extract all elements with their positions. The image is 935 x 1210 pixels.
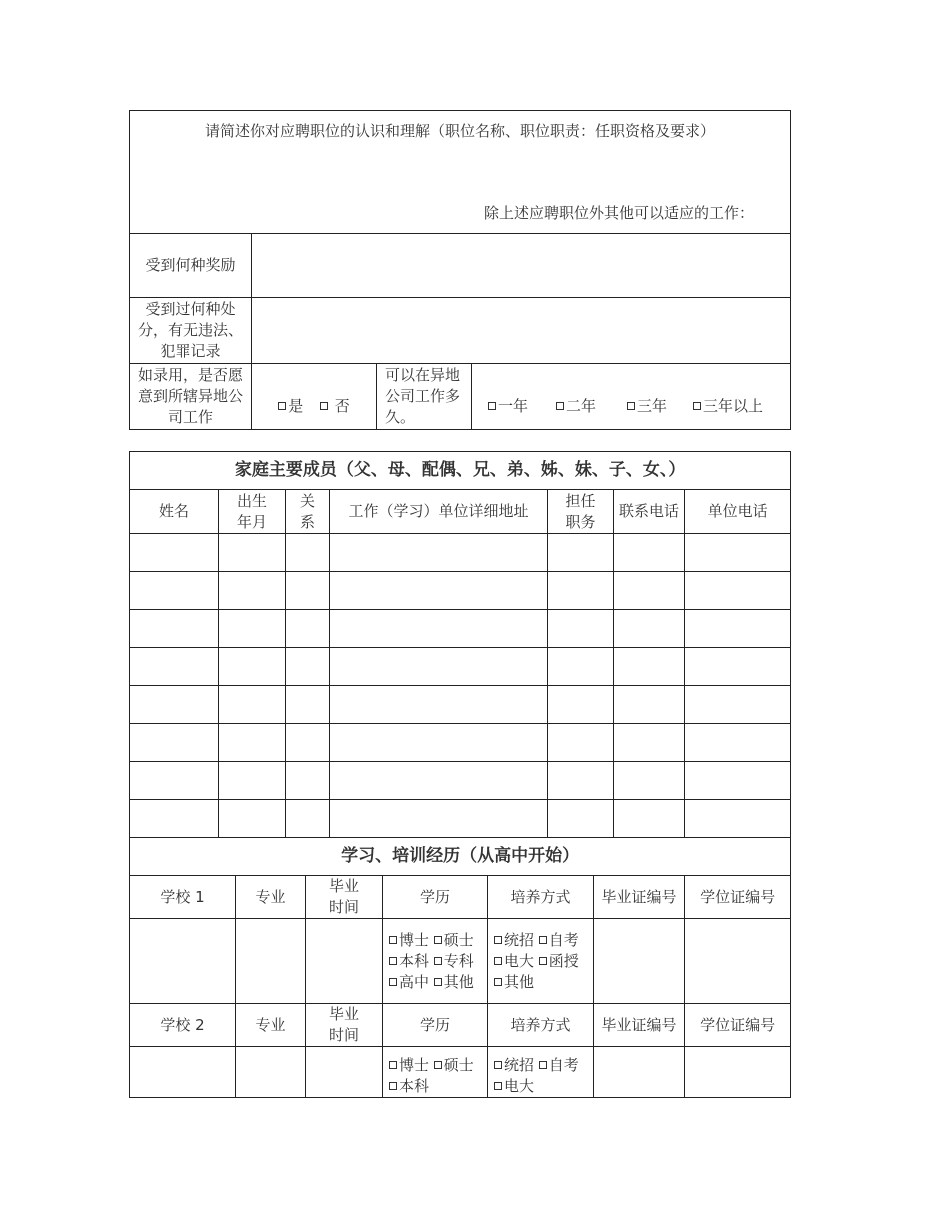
family-cell[interactable] [685, 800, 791, 838]
relocate-label: 如录用，是否愿意到所辖异地公司工作 [130, 364, 252, 430]
family-cell[interactable] [130, 686, 219, 724]
family-cell[interactable] [548, 610, 614, 648]
education-title: 学习、培训经历（从高中开始） [130, 838, 791, 876]
family-row [130, 800, 791, 838]
family-cell[interactable] [219, 800, 286, 838]
edu-header-training: 培养方式 [488, 1004, 594, 1047]
family-cell[interactable] [219, 686, 286, 724]
degree-options [383, 919, 488, 1004]
degree-option[interactable]: 其他 [434, 973, 474, 991]
family-cell[interactable] [286, 724, 330, 762]
family-cell[interactable] [685, 686, 791, 724]
family-cell[interactable] [548, 762, 614, 800]
edu-cell[interactable] [594, 1047, 685, 1098]
checkbox-icon [494, 978, 502, 986]
family-cell[interactable] [130, 572, 219, 610]
checkbox-icon [434, 936, 442, 944]
edu-header-major: 专业 [236, 876, 306, 919]
training-option[interactable]: 自考 [539, 1056, 579, 1074]
family-cell[interactable] [685, 762, 791, 800]
family-cell[interactable] [330, 534, 548, 572]
family-cell[interactable] [614, 800, 685, 838]
discipline-field[interactable] [252, 298, 791, 364]
checkbox-icon [389, 1061, 397, 1069]
training-option[interactable]: 电大 [494, 952, 534, 970]
family-row [130, 686, 791, 724]
family-header-work-phone: 单位电话 [685, 490, 791, 534]
relocate-options [252, 364, 377, 430]
training-option[interactable]: 自考 [539, 931, 579, 949]
checkbox-icon [627, 402, 635, 410]
checkbox-icon [389, 936, 397, 944]
checkbox-icon [494, 1082, 502, 1090]
edu-cell[interactable] [594, 919, 685, 1004]
training-option[interactable]: 统招 [494, 1056, 534, 1074]
family-cell[interactable] [548, 724, 614, 762]
duration-label: 可以在异地公司工作多久。 [377, 364, 472, 430]
degree-options [383, 1047, 488, 1098]
degree-option[interactable]: 专科 [434, 952, 474, 970]
checkbox-icon [320, 402, 328, 410]
family-title: 家庭主要成员（父、母、配偶、兄、弟、姊、妹、子、女、） [130, 452, 791, 490]
edu-cell[interactable] [236, 919, 306, 1004]
family-cell[interactable] [219, 534, 286, 572]
degree-option[interactable]: 本科 [389, 952, 429, 970]
checkbox-icon [539, 1061, 547, 1069]
duration-option[interactable]: 三年以上 [693, 396, 763, 417]
family-row [130, 572, 791, 610]
checkbox-icon [278, 402, 286, 410]
family-cell[interactable] [548, 572, 614, 610]
degree-option[interactable]: 博士 [389, 931, 429, 949]
family-cell[interactable] [330, 610, 548, 648]
family-cell[interactable] [286, 686, 330, 724]
self-assessment-table [129, 110, 791, 430]
edu-header-school: 学校 1 [130, 876, 236, 919]
checkbox-icon [494, 957, 502, 965]
family-cell[interactable] [286, 648, 330, 686]
edu-header-diploma-no: 毕业证编号 [594, 1004, 685, 1047]
edu-header-degree-no: 学位证编号 [685, 876, 791, 919]
edu-cell[interactable] [685, 1047, 791, 1098]
training-option[interactable]: 其他 [494, 973, 534, 991]
degree-option[interactable]: 本科 [389, 1077, 429, 1095]
family-cell[interactable] [548, 800, 614, 838]
family-cell[interactable] [548, 534, 614, 572]
family-cell[interactable] [286, 572, 330, 610]
family-cell[interactable] [614, 610, 685, 648]
degree-option[interactable]: 硕士 [434, 931, 474, 949]
checkbox-icon [539, 957, 547, 965]
training-options [488, 1047, 594, 1098]
relocate-no-option[interactable]: 否 [320, 396, 350, 417]
family-cell[interactable] [330, 800, 548, 838]
family-cell[interactable] [614, 534, 685, 572]
family-cell[interactable] [685, 724, 791, 762]
family-cell[interactable] [286, 800, 330, 838]
checkbox-icon [556, 402, 564, 410]
relocate-yes-option[interactable]: 是 [278, 396, 303, 417]
family-cell[interactable] [614, 686, 685, 724]
checkbox-icon [494, 936, 502, 944]
checkbox-icon [434, 957, 442, 965]
family-header-name: 姓名 [130, 490, 219, 534]
checkbox-icon [389, 957, 397, 965]
family-cell[interactable] [614, 572, 685, 610]
family-cell[interactable] [685, 610, 791, 648]
discipline-label: 受到过何种处分，有无违法、犯罪记录 [130, 298, 252, 364]
degree-option[interactable]: 硕士 [434, 1056, 474, 1074]
checkbox-icon [434, 978, 442, 986]
family-cell[interactable] [548, 686, 614, 724]
duration-option[interactable]: 三年 [627, 396, 693, 417]
duration-option[interactable]: 一年 [488, 396, 556, 417]
family-education-table [129, 451, 791, 1098]
family-header-address: 工作（学习）单位详细地址 [330, 490, 548, 534]
understanding-cell[interactable] [130, 111, 791, 234]
family-cell[interactable] [330, 686, 548, 724]
family-cell[interactable] [286, 534, 330, 572]
edu-cell[interactable] [236, 1047, 306, 1098]
family-cell[interactable] [548, 648, 614, 686]
family-cell[interactable] [130, 724, 219, 762]
edu-cell[interactable] [306, 1047, 383, 1098]
degree-option[interactable]: 高中 [389, 973, 429, 991]
family-row [130, 762, 791, 800]
training-option[interactable]: 函授 [539, 952, 579, 970]
duration-options [472, 364, 791, 430]
duration-option[interactable]: 二年 [556, 396, 627, 417]
edu-header-school: 学校 2 [130, 1004, 236, 1047]
family-cell[interactable] [330, 648, 548, 686]
checkbox-icon [494, 1061, 502, 1069]
edu-header-grad-time: 毕业时间 [306, 876, 383, 919]
family-cell[interactable] [330, 572, 548, 610]
family-cell[interactable] [130, 610, 219, 648]
checkbox-icon [389, 978, 397, 986]
edu-cell[interactable] [130, 919, 236, 1004]
family-cell[interactable] [286, 610, 330, 648]
family-cell[interactable] [685, 534, 791, 572]
family-cell[interactable] [685, 572, 791, 610]
edu-header-training: 培养方式 [488, 876, 594, 919]
family-cell[interactable] [614, 762, 685, 800]
family-cell[interactable] [219, 762, 286, 800]
checkbox-icon [693, 402, 701, 410]
family-cell[interactable] [685, 648, 791, 686]
understanding-prompt: 请简述你对应聘职位的认识和理解（职位名称、职位职责：任职资格及要求） [205, 122, 716, 140]
edu-header-degree-no: 学位证编号 [685, 1004, 791, 1047]
family-header-birth: 出生年月 [219, 490, 286, 534]
checkbox-icon [539, 936, 547, 944]
family-header-position: 担任职务 [548, 490, 614, 534]
edu-header-degree: 学历 [383, 876, 488, 919]
family-cell[interactable] [614, 724, 685, 762]
edu-header-grad-time: 毕业时间 [306, 1004, 383, 1047]
checkbox-icon [434, 1061, 442, 1069]
edu-cell[interactable] [130, 1047, 236, 1098]
family-cell[interactable] [330, 762, 548, 800]
edu-header-degree: 学历 [383, 1004, 488, 1047]
family-cell[interactable] [130, 648, 219, 686]
family-cell[interactable] [286, 762, 330, 800]
edu-header-major: 专业 [236, 1004, 306, 1047]
degree-option[interactable]: 博士 [389, 1056, 429, 1074]
family-cell[interactable] [219, 724, 286, 762]
family-cell[interactable] [130, 534, 219, 572]
edu-cell[interactable] [685, 919, 791, 1004]
family-row [130, 724, 791, 762]
family-row [130, 648, 791, 686]
checkbox-icon [488, 402, 496, 410]
training-options [488, 919, 594, 1004]
family-cell[interactable] [614, 648, 685, 686]
edu-cell[interactable] [306, 919, 383, 1004]
edu-header-diploma-no: 毕业证编号 [594, 876, 685, 919]
awards-field[interactable] [252, 234, 791, 298]
family-cell[interactable] [219, 572, 286, 610]
family-cell[interactable] [130, 800, 219, 838]
family-cell[interactable] [330, 724, 548, 762]
family-cell[interactable] [219, 610, 286, 648]
family-header-phone: 联系电话 [614, 490, 685, 534]
family-row [130, 534, 791, 572]
family-cell[interactable] [130, 762, 219, 800]
other-positions-prompt: 除上述应聘职位外其他可以适应的工作： [484, 204, 755, 222]
family-cell[interactable] [219, 648, 286, 686]
training-option[interactable]: 统招 [494, 931, 534, 949]
checkbox-icon [389, 1082, 397, 1090]
training-option[interactable]: 电大 [494, 1077, 534, 1095]
family-header-relation: 关系 [286, 490, 330, 534]
awards-label: 受到何种奖励 [130, 234, 252, 298]
family-row [130, 610, 791, 648]
